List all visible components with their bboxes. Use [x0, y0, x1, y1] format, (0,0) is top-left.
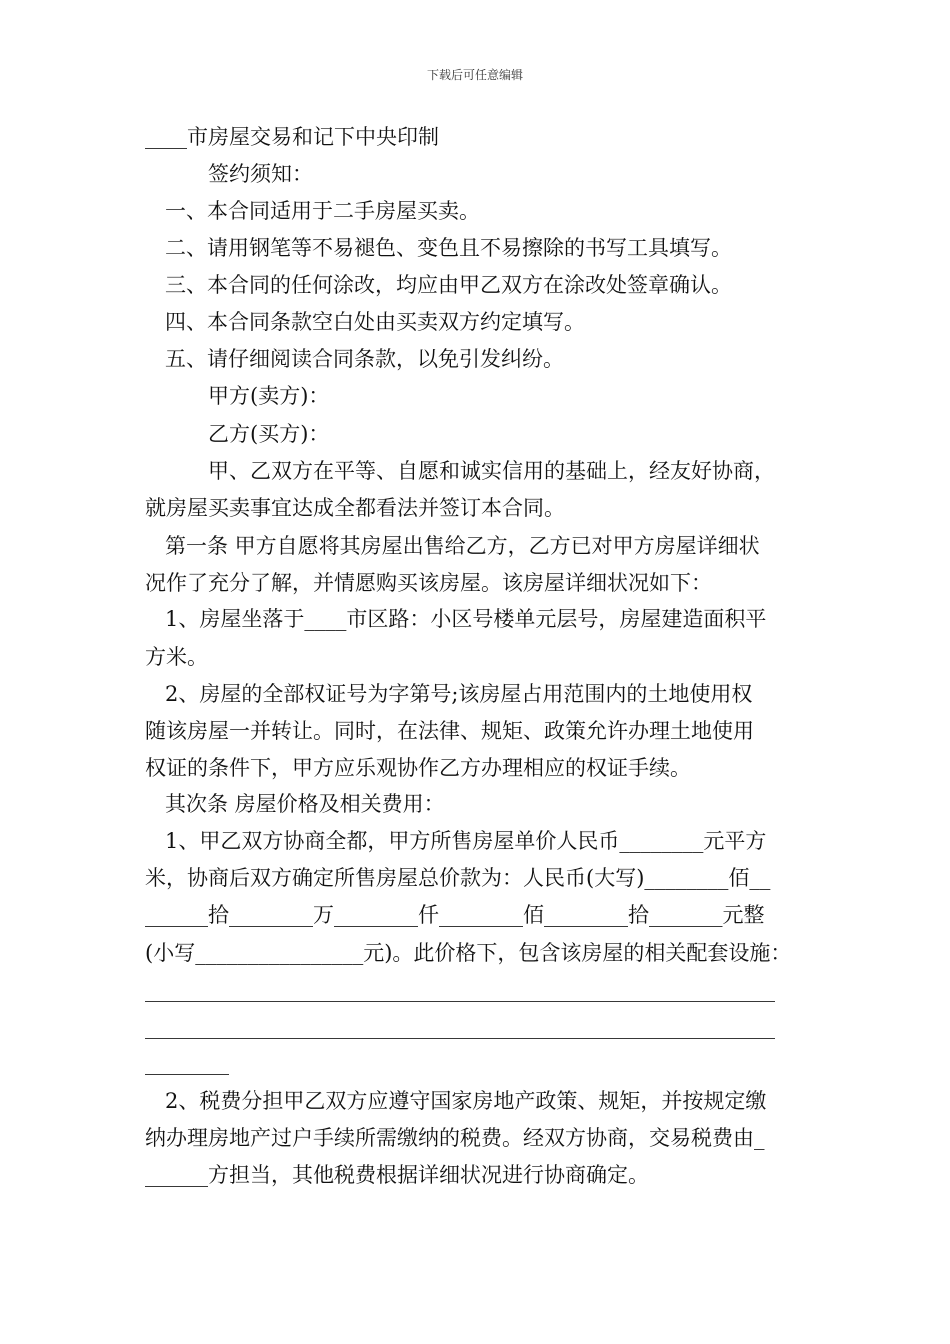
article-2-item-2-line-2: 纳办理房地产过户手续所需缴纳的税费。经双方协商，交易税费由_ — [145, 1126, 765, 1150]
party-b-label: 乙方(买方)： — [208, 422, 330, 446]
preamble-line-1: 甲、乙双方在平等、自愿和诚实信用的基础上，经友好协商， — [208, 459, 775, 483]
notice-item-3: 三、本合同的任何涂改，均应由甲乙双方在涂改处签章确认。 — [165, 273, 732, 297]
header-note: 下载后可任意编辑 — [426, 68, 523, 82]
article-1-line-2: 况作了充分了解，并情愿购买该房屋。该房屋详细状况如下： — [145, 571, 712, 595]
article-1-line-1: 第一条 甲方自愿将其房屋出售给乙方，乙方已对甲方房屋详细状 — [165, 534, 760, 558]
article-2-item-1-line-4: (小写________________元)。此价格下，包含该房屋的相关配套设施： — [145, 941, 792, 965]
blank-line-2: ____________________________________________________________ — [145, 1015, 775, 1039]
article-1-item-2-line-1: 2、房屋的全部权证号为字第号;该房屋占用范围内的土地使用权 — [165, 682, 753, 706]
article-2-heading: 其次条 房屋价格及相关费用： — [165, 792, 445, 816]
article-2-item-1-line-3: ______拾________万________仟________佰________拾_______元整 — [145, 903, 765, 927]
notice-item-2: 二、请用钢笔等不易褪色、变色且不易擦除的书写工具填写。 — [165, 236, 732, 260]
publisher-line: ____市房屋交易和记下中央印制 — [145, 125, 439, 149]
blank-line-3: ________ — [145, 1051, 229, 1075]
notice-item-1: 一、本合同适用于二手房屋买卖。 — [165, 199, 480, 223]
notice-item-5: 五、请仔细阅读合同条款，以免引发纠纷。 — [165, 347, 564, 371]
preamble-line-2: 就房屋买卖事宜达成全都看法并签订本合同。 — [145, 496, 565, 520]
article-2-item-1-line-2: 米，协商后双方确定所售房屋总价款为：人民币(大写)________佰__ — [145, 866, 771, 890]
article-1-item-1-line-2: 方米。 — [145, 645, 208, 669]
article-2-item-2-line-3: ______方担当，其他税费根据详细状况进行协商确定。 — [145, 1163, 649, 1187]
article-2-item-1-line-1: 1、甲乙双方协商全都，甲方所售房屋单价人民币________元平方 — [165, 829, 767, 853]
blank-line-1: ____________________________________________________________ — [145, 978, 775, 1002]
notice-heading: 签约须知： — [208, 162, 313, 186]
article-1-item-2-line-3: 权证的条件下，甲方应乐观协作乙方办理相应的权证手续。 — [145, 756, 691, 780]
article-2-item-2-line-1: 2、税费分担甲乙双方应遵守国家房地产政策、规矩，并按规定缴 — [165, 1089, 767, 1113]
notice-item-4: 四、本合同条款空白处由买卖双方约定填写。 — [165, 310, 585, 334]
article-1-item-2-line-2: 随该房屋一并转让。同时，在法律、规矩、政策允许办理土地使用 — [145, 719, 754, 743]
article-1-item-1-line-1: 1、房屋坐落于____市区路：小区号楼单元层号，房屋建造面积平 — [165, 607, 767, 631]
party-a-label: 甲方(卖方)： — [208, 384, 330, 408]
